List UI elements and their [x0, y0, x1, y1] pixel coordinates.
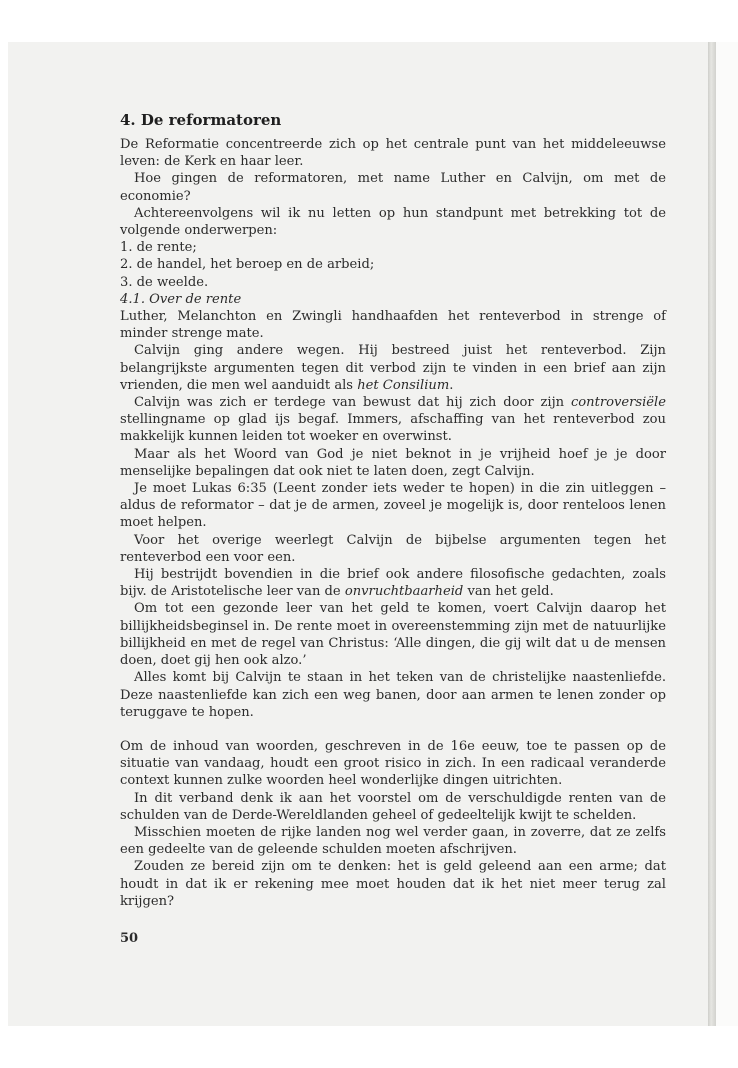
page-number: 50 — [120, 930, 139, 946]
paragraph — [120, 394, 666, 446]
italic-span: controversiële — [570, 395, 666, 411]
paragraph: Voor het overige weerlegt Calvijn de bijbelse argumenten tegen het renteverbod een voor een. — [120, 532, 666, 565]
list-item: 3. de weelde. — [120, 274, 209, 290]
paragraph: Je moet Lukas 6:35 (Leent zonder iets weder te hopen) in die zin uitleggen – aldus de reformator – dat je de armen, zoveel je mogelijk is, door renteloos lenen moet helpen. — [120, 481, 666, 531]
paragraph: De Reformatie concentreerde zich op het centrale punt van het middeleeuwse leven: de Kerk en haar leer. — [120, 137, 666, 170]
text-span: stellingname op glad ijs begaf. Immers, afschaffing van het renteverbod zou makkelijk kunnen leiden tot woeker en overwinst. — [120, 412, 666, 445]
italic-span: onvruchtbaarheid — [344, 584, 464, 600]
paragraph: Zouden ze bereid zijn om te denken: het is geld geleend aan een arme; dat houdt in dat ik er rekening mee moet houden dat ik het niet meer terug zal krijgen? — [120, 859, 666, 909]
page-edge — [708, 42, 716, 1026]
italic-span: het Consilium — [357, 377, 450, 393]
topic-list — [120, 239, 666, 291]
paragraph — [120, 342, 666, 394]
paragraph: Luther, Melanchton en Zwingli handhaafden het renteverbod in strenge of minder strenge mate. — [120, 309, 666, 342]
paragraph: Alles komt bij Calvijn te staan in het teken van de christelijke naastenliefde. Deze naastenliefde kan zich een weg banen, door aan armen te lenen zonder op teruggave te hopen. — [120, 670, 666, 720]
paragraph: Achtereenvolgens wil ik nu letten op hun standpunt met betrekking tot de volgende onderwerpen: — [120, 205, 666, 239]
paragraph — [120, 566, 666, 600]
paragraph: Misschien moeten de rijke landen nog wel verder gaan, in zoverre, dat ze zelfs een gedeelte van de geleende schulden moeten afschrijven. — [120, 824, 666, 858]
subsection-heading: 4.1. Over de rente — [120, 291, 242, 307]
text-span: Calvijn was zich er terdege van bewust dat hij zich door zijn — [134, 395, 571, 411]
paragraph: Om tot een gezonde leer van het geld te komen, voert Calvijn daarop het billijkheidsbeginsel in. De rente moet in overeenstemming zijn met de natuurlijke billijkheid en met de regel van Christus: ‘Alle dingen, die gij wilt dat u de mensen doen, doet gij hen ook alzo.’ — [120, 601, 666, 669]
list-item: 2. de handel, het beroep en de arbeid; — [120, 257, 375, 273]
paragraph: Hoe gingen de reformatoren, met name Luther en Calvijn, om met de economie? — [120, 171, 666, 204]
page-margin — [716, 42, 738, 1026]
text-span: Hij bestrijdt bovendien in die brief ook andere filosofische gedachten, zoals bijv. de Aristotelische leer van de — [120, 567, 666, 600]
paragraph: Om de inhoud van woorden, geschreven in de 16e eeuw, toe te passen op de situatie van vandaag, houdt een groot risico in zich. In een radicaal veranderde context kunnen zulke woorden heel wonderlijke dingen uitrichten. — [120, 738, 666, 789]
paragraph: Maar als het Woord van God je niet beknot in je vrijheid hoef je je door menselijke bepalingen dat ook niet te laten doen, zegt Calvijn. — [120, 446, 666, 479]
list-item: 1. de rente; — [120, 240, 197, 256]
paragraph: In dit verband denk ik aan het voorstel om de verschuldigde renten van de schulden van de Derde-Wereldlanden geheel of gedeeltelijk kwijt te schelden. — [120, 790, 666, 823]
text-span: Calvijn ging andere wegen. Hij bestreed juist het renteverbod. Zijn belangrijkste argumenten tegen dit verbod zijn te vinden in een brief aan zijn vrienden, die men wel aanduidt als — [120, 343, 666, 393]
section-heading: 4. De reformatoren — [120, 111, 282, 129]
text-span: van het geld. — [463, 584, 554, 600]
text-span: . — [449, 377, 454, 393]
page-content — [120, 110, 666, 947]
